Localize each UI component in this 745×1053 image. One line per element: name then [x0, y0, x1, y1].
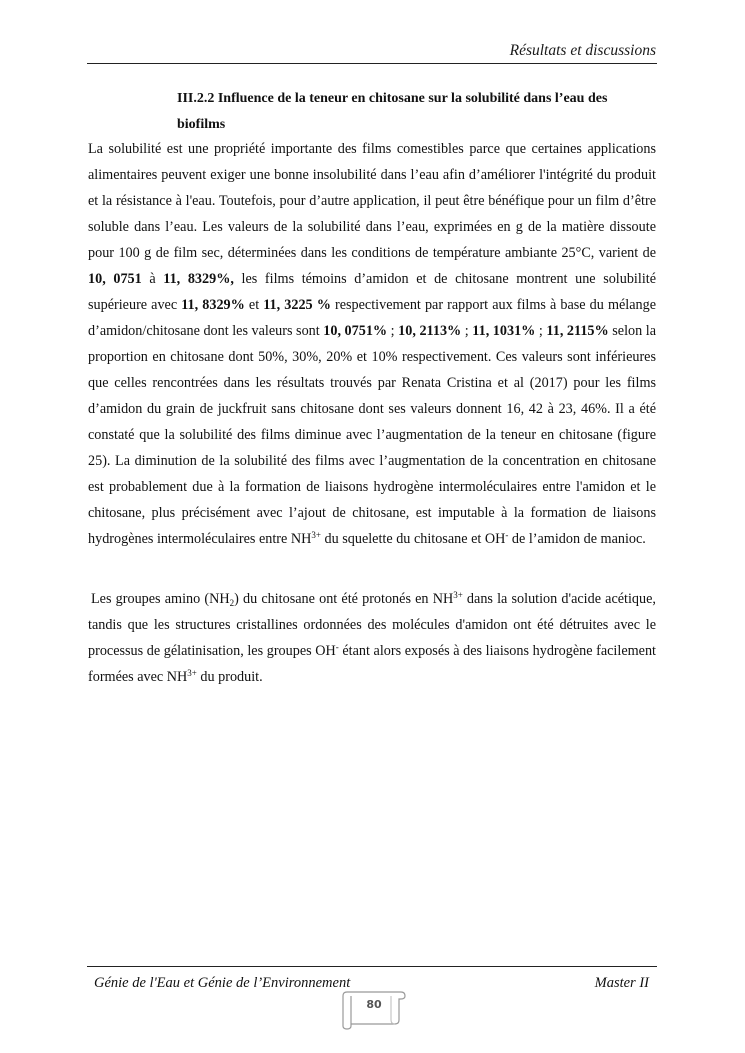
superscript: -	[335, 642, 339, 652]
text-run: ;	[461, 323, 473, 339]
text-run: étant alors exposés à des liaisons hydrogène facilement formées avec NH	[88, 643, 656, 685]
text-run: selon la proportion en chitosane dont 50%, 30%, 20% et 10% respectivement. Ces valeurs sont inférieures que celles rencontrées dans les résultats trouvés par Renata Cristina et al (2017) pour les films d’amidon du grain de juckfruit sans chitosane dont ses valeurs donnent 16, 42 à 23, 46%. Il a été constaté que la solubilité des films diminue avec l’augmentation de la teneur en chitosane (figure 25). La diminution de la solubilité des films avec l’augmentation de la concentration en chitosane est probablement due à la formation de liaisons hydrogène intermoléculaires entre l'amidon et le chitosane, plus précisément avec l’ajout de chitosane, est imputable à la formation de liaisons hydrogènes intermoléculaires entre NH	[88, 323, 657, 547]
footer-rule	[87, 966, 657, 967]
text-run: à	[141, 271, 164, 287]
superscript: 3+	[311, 530, 321, 540]
footer-program: Génie de l'Eau et Génie de l’Environnement	[94, 975, 351, 991]
text-run: de l’amidon de manioc.	[508, 531, 646, 547]
superscript: -	[505, 530, 509, 540]
text-run: du squelette du chitosane et OH	[320, 531, 506, 547]
header-rule	[87, 63, 657, 64]
text-run: ;	[535, 323, 547, 339]
value-bold: 11, 2115%	[546, 323, 609, 339]
text-run: du produit.	[196, 669, 263, 685]
text-run: respectivement par rapport aux films à base du mélange d’amidon/chitosane dont les valeurs sont	[88, 297, 656, 339]
running-header: Résultats et discussions	[509, 42, 656, 59]
text-run: ) du chitosane ont été protonés en NH	[234, 591, 454, 607]
section-heading: III.2.2 Influence de la teneur en chitosane sur la solubilité dans l’eau des biofilms	[177, 91, 608, 132]
body-paragraph-2	[88, 586, 656, 690]
value-bold: 11, 1031%	[472, 323, 536, 339]
text-run: les films témoins d’amidon et de chitosane montrent une solubilité supérieure avec	[88, 271, 656, 313]
text-run: Les groupes amino (NH	[91, 591, 230, 607]
text-run: et	[244, 297, 264, 313]
text-run: La solubilité est une propriété importante des films comestibles parce que certaines applications alimentaires peuvent exiger une bonne insolubilité dans l’eau afin d’améliorer l'intégrité du produit et la résistance à l'eau. Toutefois, pour d’autre application, il peut être bénéfique pour un film d’être soluble dans l’eau. Les valeurs de la solubilité dans l’eau, exprimées en g de la matière dissoute pour 100 g de film sec, déterminées dans les conditions de température ambiante 25°C, varient de	[88, 141, 656, 261]
superscript: 3+	[453, 590, 463, 600]
value-bold: 10, 2113%	[398, 323, 462, 339]
superscript: 3+	[187, 668, 197, 678]
page-number: 80	[366, 998, 382, 1011]
footer-degree: Master II	[594, 975, 649, 991]
value-bold: 11, 3225 %	[263, 297, 331, 313]
value-bold: 10, 0751%	[323, 323, 388, 339]
value-bold: 10, 0751	[88, 271, 142, 287]
body-paragraph-1	[88, 136, 656, 552]
value-bold: 11, 8329%,	[163, 271, 234, 287]
text-run: ;	[387, 323, 399, 339]
value-bold: 11, 8329%	[181, 297, 245, 313]
subscript: 2	[229, 598, 235, 608]
text-run: dans la solution d'acide acétique, tandis que les structures cristallines ordonnées des molécules d'amidon ont été détruites avec le processus de gélatinisation, les groupes OH	[88, 591, 656, 659]
